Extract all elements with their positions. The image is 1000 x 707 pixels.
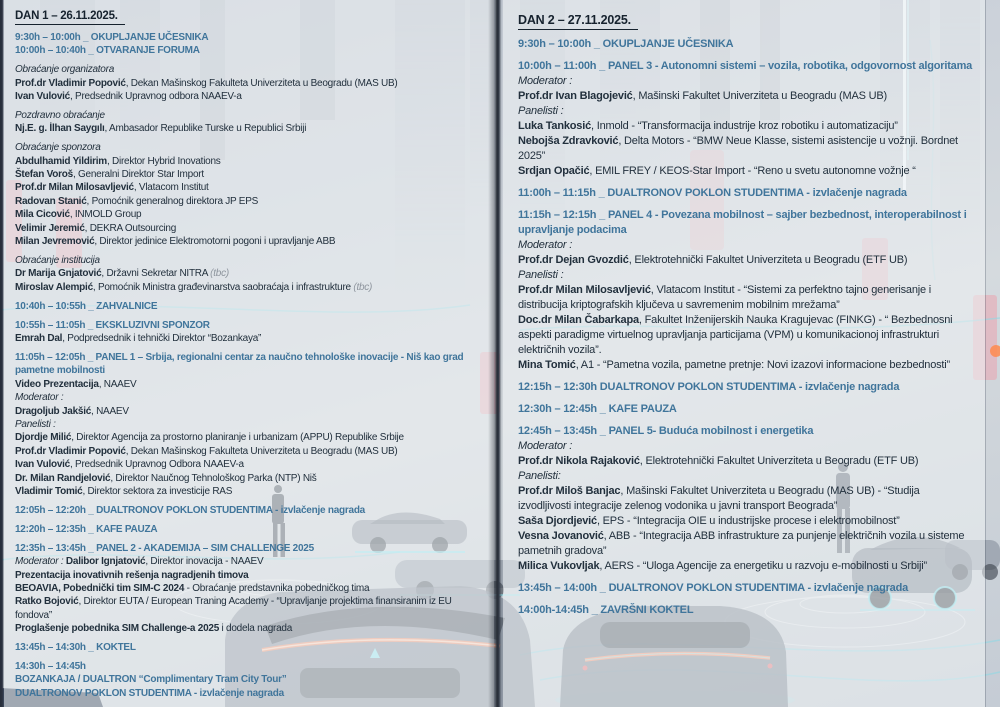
agenda-line bbox=[15, 10, 482, 25]
text-segment: Ivan Vulović bbox=[15, 91, 70, 103]
agenda-line bbox=[15, 418, 482, 431]
text-segment: 12:15h – 12:30h DUALTRONOV POKLON STUDENTIMA - izvlačenje nagrada bbox=[518, 381, 900, 393]
text-segment: , AERS - “Uloga Agencije za energetiku u razvoju e-mobilnosti u Srbiji” bbox=[599, 560, 927, 572]
text-segment: Doc.dr Milan Čabarkapa bbox=[518, 314, 639, 326]
agenda-line bbox=[15, 208, 482, 221]
text-segment: , Državni Sekretar NITRA bbox=[101, 268, 211, 280]
agenda-line bbox=[518, 59, 973, 74]
agenda-line bbox=[15, 641, 482, 654]
text-segment: Panelisti : bbox=[518, 269, 564, 281]
agenda-line bbox=[15, 472, 482, 485]
text-segment: Emrah Dal bbox=[15, 333, 63, 345]
text-segment: Luka Tankosić bbox=[518, 120, 591, 132]
agenda-line bbox=[518, 134, 973, 164]
text-segment: , Elektrotehnički Fakultet Univerziteta u Beogradu (ETF UB) bbox=[639, 455, 919, 467]
text-segment: (tbc) bbox=[210, 268, 229, 280]
text-segment: , Predsednik Upravnog odbora NAAEV-a bbox=[69, 91, 242, 103]
text-segment: DUALTRONOV POKLON STUDENTIMA - izvlačenje nagrada bbox=[15, 687, 284, 699]
text-segment: 12:20h – 12:35h _ KAFE PAUZA bbox=[15, 523, 158, 535]
text-segment: , Direktor Naučnog Tehnološkog Parka (NTP) Niš bbox=[110, 472, 317, 484]
text-segment: 9:30h – 10:00h _ OKUPLJANJE UČESNIKA bbox=[518, 38, 734, 50]
agenda-line bbox=[518, 313, 973, 358]
text-segment: , Dekan Mašinskog Fakulteta Univerziteta u Beogradu (MAS UB) bbox=[125, 77, 398, 89]
text-segment: Obraćanje organizatora bbox=[15, 64, 115, 76]
page-day2-content bbox=[503, 0, 985, 618]
agenda-line bbox=[15, 660, 482, 673]
text-segment: , ABB - “Integracija ABB infrastrukture za punjenje električnih vozila u sisteme pametnih gradova” bbox=[518, 530, 965, 557]
agenda-line bbox=[15, 77, 482, 90]
text-segment: , NAAEV bbox=[91, 405, 129, 417]
text-segment: Nj.E. g. İlhan Saygılı bbox=[15, 123, 105, 135]
text-segment: , Direktor Hybrid Inovations bbox=[106, 155, 221, 167]
agenda-line bbox=[518, 283, 973, 313]
text-segment: , Mašinski Fakultet Univerziteta u Beogradu (MAS UB) - “Studija izvodljivosti integracije zelenog vodonika u javni transport Beograda” bbox=[518, 485, 920, 512]
text-segment: , Direktor jedinice Elektromotorni pogoni i upravljanje ABB bbox=[94, 236, 336, 248]
agenda-line bbox=[518, 268, 973, 283]
text-segment: Panelisti : bbox=[518, 105, 564, 117]
agenda-line bbox=[15, 254, 482, 267]
page-day1 bbox=[4, 0, 494, 707]
text-segment: Djordje Milić bbox=[15, 432, 72, 444]
text-segment: , EPS - “Integracija OIE u industrijske procese i elektromobilnost” bbox=[596, 515, 900, 527]
text-segment: Prof.dr Vladimir Popović bbox=[15, 77, 126, 89]
agenda-line bbox=[15, 267, 482, 280]
text-segment: Panelisti : bbox=[15, 418, 56, 430]
text-segment: Panelisti: bbox=[518, 470, 561, 482]
agenda-line bbox=[15, 582, 482, 595]
agenda-line bbox=[15, 405, 482, 418]
agenda-line bbox=[15, 523, 482, 536]
text-segment: , INMOLD Group bbox=[69, 209, 142, 221]
text-segment: , Dekan Mašinskog Fakulteta Univerziteta u Beogradu (MAS UB) bbox=[125, 445, 398, 457]
text-segment: 10:55h – 11:05h _ EKSKLUZIVNI SPONZOR bbox=[15, 319, 210, 331]
agenda-line bbox=[518, 37, 973, 52]
text-segment: Dr. Milan Randjelović bbox=[15, 472, 111, 484]
text-segment: , Direktor EUTA / European Traning Academy - “Upravljanje projektima finansiranim iz EU fondova” bbox=[15, 596, 452, 621]
agenda-line bbox=[518, 529, 973, 559]
text-segment: Obraćanje sponzora bbox=[15, 142, 101, 154]
agenda-line bbox=[518, 454, 973, 469]
agenda-line bbox=[518, 253, 973, 268]
text-segment: Srdjan Opačić bbox=[518, 165, 590, 177]
text-segment: 14:30h – 14:45h bbox=[15, 660, 86, 672]
text-segment: Moderator : bbox=[15, 392, 64, 404]
text-segment: Video Prezentacija bbox=[15, 378, 99, 390]
agenda-line bbox=[518, 119, 973, 134]
agenda-line bbox=[518, 559, 973, 574]
text-segment: Velimir Jeremić bbox=[15, 222, 85, 234]
agenda-line bbox=[518, 603, 973, 618]
text-segment: Nebojša Zdravković bbox=[518, 135, 619, 147]
text-segment: Moderator : bbox=[15, 556, 66, 568]
text-segment: Prof.dr Milan Milosavljević bbox=[15, 182, 134, 194]
text-segment: Milica Vukovljak bbox=[518, 560, 600, 572]
text-segment: Dalibor Ignjatović bbox=[65, 556, 146, 568]
text-segment: 9:30h – 10:00h _ OKUPLJANJE UČESNIKA bbox=[15, 31, 209, 43]
agenda-line bbox=[518, 186, 973, 201]
text-segment: Štefan Voroš bbox=[15, 169, 73, 181]
text-segment: BOZANKAJA / DUALTRON “Complimentary Tram City Tour” bbox=[15, 674, 287, 686]
text-segment: DAN 2 – 27.11.2025. bbox=[518, 13, 638, 30]
text-segment: 11:15h – 12:15h _ PANEL 4 - Povezana mobilnost – sajber bezbednost, interoperabilnost i upravljanje podacima bbox=[518, 209, 967, 236]
text-segment: , Direktor inovacija - NAAEV bbox=[145, 556, 264, 568]
text-segment: , Pomoćnik generalnog direktora JP EPS bbox=[86, 195, 259, 207]
text-segment: - Obraćanje predstavnika pobedničkog tima bbox=[184, 582, 370, 594]
text-segment: 12:30h – 12:45h _ KAFE PAUZA bbox=[518, 403, 677, 415]
agenda-line bbox=[518, 439, 973, 454]
agenda-line bbox=[518, 104, 973, 119]
text-segment: Prof.dr Miloš Banjac bbox=[518, 485, 621, 497]
text-segment: , NAAEV bbox=[98, 378, 137, 390]
agenda-line bbox=[15, 569, 482, 582]
agenda-line bbox=[518, 581, 973, 596]
text-segment: Proglašenje pobednika SIM Challenge-a 2025 bbox=[15, 623, 220, 635]
agenda-line bbox=[518, 238, 973, 253]
agenda-line bbox=[15, 222, 482, 235]
agenda-line bbox=[15, 673, 482, 686]
agenda-line bbox=[518, 89, 973, 104]
text-segment: Prezentacija inovativnih rešenja nagradjenih timova bbox=[15, 569, 249, 581]
text-segment: 11:05h – 12:05h _ PANEL 1 – Srbija, regionalni centar za naučno tehnološke inovacije - Niš kao grad pametne mobilnosti bbox=[15, 351, 464, 377]
text-segment: 11:00h – 11:15h _ DUALTRONOV POKLON STUDENTIMA - izvlačenje nagrada bbox=[518, 187, 907, 199]
page-day1-content bbox=[4, 0, 494, 700]
agenda-line bbox=[15, 155, 482, 168]
text-segment: Dragoljub Jakšić bbox=[15, 405, 92, 417]
agenda-line bbox=[15, 332, 482, 345]
agenda-line bbox=[15, 90, 482, 103]
text-segment: BEOAVIA, Pobednički tim SIM-C 2024 bbox=[15, 582, 185, 594]
agenda-line bbox=[518, 74, 973, 89]
agenda-line bbox=[518, 380, 973, 395]
agenda-line bbox=[15, 595, 482, 622]
text-segment: , Pomoćnik Ministra građevinarstva saobraćaja i infrastrukture bbox=[92, 281, 354, 293]
right-edge-line bbox=[985, 0, 986, 707]
text-segment: Moderator : bbox=[518, 440, 573, 452]
text-segment: , Delta Motors - “BMW Neue Klasse, sistemi asistencije u vožnji. Bordnet 2025” bbox=[518, 135, 958, 162]
agenda-line bbox=[518, 469, 973, 484]
agenda-line bbox=[15, 122, 482, 135]
agenda-line bbox=[15, 378, 482, 391]
text-segment: , Inmold - “Transformacija industrije kroz robotiku i automatizaciju” bbox=[591, 120, 898, 132]
text-segment: , Generalni Direktor Star Import bbox=[72, 169, 204, 181]
agenda-line bbox=[15, 319, 482, 332]
text-segment: , Direktor Agencija za prostorno planiranje i urbanizam (APPU) Republike Srbije bbox=[71, 432, 404, 444]
text-segment: Moderator : bbox=[518, 75, 573, 87]
text-segment: Moderator : bbox=[518, 239, 573, 251]
text-segment: Ivan Vulović bbox=[15, 459, 70, 471]
text-segment: , DEKRA Outsourcing bbox=[84, 222, 177, 234]
agenda-line bbox=[15, 281, 482, 294]
text-segment: , Podpredsednik i tehnički Direktor “Bozankaya” bbox=[62, 333, 262, 345]
page-day2 bbox=[503, 0, 985, 707]
agenda-line bbox=[518, 402, 973, 417]
text-segment: , Vlatacom Institut - “Sistemi za perfektno tajno generisanje i distribucija kriptografskih ključeva u savremenim mobilnim mrežama” bbox=[518, 284, 932, 311]
text-segment: Miroslav Alempić bbox=[15, 281, 93, 293]
text-segment: Abdulhamid Yildirim bbox=[15, 155, 107, 167]
text-segment: 10:40h – 10:55h _ ZAHVALNICE bbox=[15, 300, 158, 312]
agenda-line bbox=[15, 44, 482, 57]
text-segment: (tbc) bbox=[353, 281, 373, 293]
agenda-line bbox=[518, 358, 973, 373]
text-segment: Prof.dr Ivan Blagojević bbox=[518, 90, 633, 102]
text-segment: Saša Djordjević bbox=[518, 515, 597, 527]
text-segment: 12:05h – 12:20h _ DUALTRONOV POKLON STUDENTIMA - izvlačenje nagrada bbox=[15, 504, 365, 516]
text-segment: DAN 1 – 26.11.2025. bbox=[15, 10, 125, 25]
text-segment: 12:35h – 13:45h _ PANEL 2 - AKADEMIJA – SIM CHALLENGE 2025 bbox=[15, 542, 314, 554]
page-divider bbox=[488, 0, 503, 707]
text-segment: Prof.dr Nikola Rajaković bbox=[518, 455, 640, 467]
agenda-line bbox=[15, 504, 482, 517]
agenda-line bbox=[15, 235, 482, 248]
agenda-line bbox=[15, 431, 482, 444]
text-segment: Vesna Jovanović bbox=[518, 530, 604, 542]
left-edge-shadow bbox=[0, 0, 4, 707]
text-segment: Milan Jevremović bbox=[15, 236, 95, 248]
agenda-line bbox=[15, 195, 482, 208]
agenda-line bbox=[15, 555, 482, 568]
agenda-line bbox=[15, 391, 482, 404]
text-segment: Obraćanje institucija bbox=[15, 255, 100, 266]
text-segment: , Vlatacom Institut bbox=[133, 182, 209, 194]
agenda-line bbox=[518, 164, 973, 179]
agenda-line bbox=[15, 63, 482, 76]
agenda-line bbox=[15, 31, 482, 44]
agenda-line bbox=[518, 208, 973, 238]
text-segment: 10:00h – 10:40h _ OTVARANJE FORUMA bbox=[15, 45, 200, 57]
text-segment: Radovan Stanić bbox=[15, 195, 87, 207]
text-segment: Mina Tomić bbox=[518, 359, 576, 371]
agenda-line bbox=[518, 424, 973, 439]
text-segment: 13:45h – 14:00h _ DUALTRONOV POKLON STUDENTIMA - izvlačenje nagrada bbox=[518, 582, 909, 594]
agenda-line bbox=[15, 109, 482, 122]
agenda-line bbox=[15, 458, 482, 471]
text-segment: 13:45h – 14:30h _ KOKTEL bbox=[15, 642, 136, 654]
text-segment: , Elektrotehnički Fakultet Univerziteta u Beogradu (ETF UB) bbox=[628, 254, 908, 266]
text-segment: 10:00h – 11:00h _ PANEL 3 - Autonomni sistemi – vozila, robotika, odgovornost algoritama bbox=[518, 60, 973, 72]
agenda-line bbox=[15, 622, 482, 635]
agenda-line bbox=[518, 13, 973, 30]
agenda-line bbox=[518, 484, 973, 514]
agenda-line bbox=[518, 514, 973, 529]
text-segment: Pozdravno obraćanje bbox=[15, 109, 105, 121]
text-segment: 12:45h – 13:45h _ PANEL 5- Buduća mobilnost i energetika bbox=[518, 425, 814, 437]
text-segment: Prof.dr Vladimir Popović bbox=[15, 445, 126, 457]
text-segment: , Fakultet Inženijerskih Nauka Kragujevac (FINKG) - “ Bezbednosni aspekti paradigme virtuelnog upravljanja particijama (VPM) u komunikacionoj infrastrukturi električnih vozila”. bbox=[518, 314, 953, 356]
text-segment: Prof.dr Dejan Gvozdić bbox=[518, 254, 629, 266]
agenda-line bbox=[15, 181, 482, 194]
text-segment: , Ambasador Republike Turske u Republici Srbiji bbox=[104, 123, 307, 135]
text-segment: , Predsednik Upravnog Odbora NAAEV-a bbox=[69, 459, 244, 471]
agenda-line bbox=[15, 445, 482, 458]
agenda-line bbox=[15, 687, 482, 700]
agenda-line bbox=[15, 141, 482, 154]
agenda-line bbox=[15, 542, 482, 555]
agenda-line bbox=[15, 351, 482, 378]
text-segment: Mila Cicović bbox=[15, 209, 70, 221]
text-segment: Dr Marija Gnjatović bbox=[15, 268, 102, 280]
text-segment: Vladimir Tomić bbox=[15, 486, 83, 497]
text-segment: Prof.dr Milan Milosavljević bbox=[518, 284, 651, 296]
text-segment: , A1 - “Pametna vozila, pametne pretnje: Novi izazovi informacione bezbednosti” bbox=[575, 359, 950, 371]
agenda-line bbox=[15, 300, 482, 313]
text-segment: 14:00h-14:45h _ ZAVRŠNI KOKTEL bbox=[518, 604, 694, 616]
text-segment: Ratko Bojović bbox=[15, 596, 79, 608]
text-segment: , EMIL FREY / KEOS-Star Import - “Reno u svetu autonomne vožnje “ bbox=[589, 165, 916, 177]
text-segment: , Direktor sektora za investicije RAS bbox=[82, 486, 233, 497]
agenda-line bbox=[15, 168, 482, 181]
text-segment: i dodela nagrada bbox=[219, 623, 293, 635]
agenda-line bbox=[15, 485, 482, 498]
text-segment: , Mašinski Fakultet Univerziteta u Beogradu (MAS UB) bbox=[632, 90, 887, 102]
